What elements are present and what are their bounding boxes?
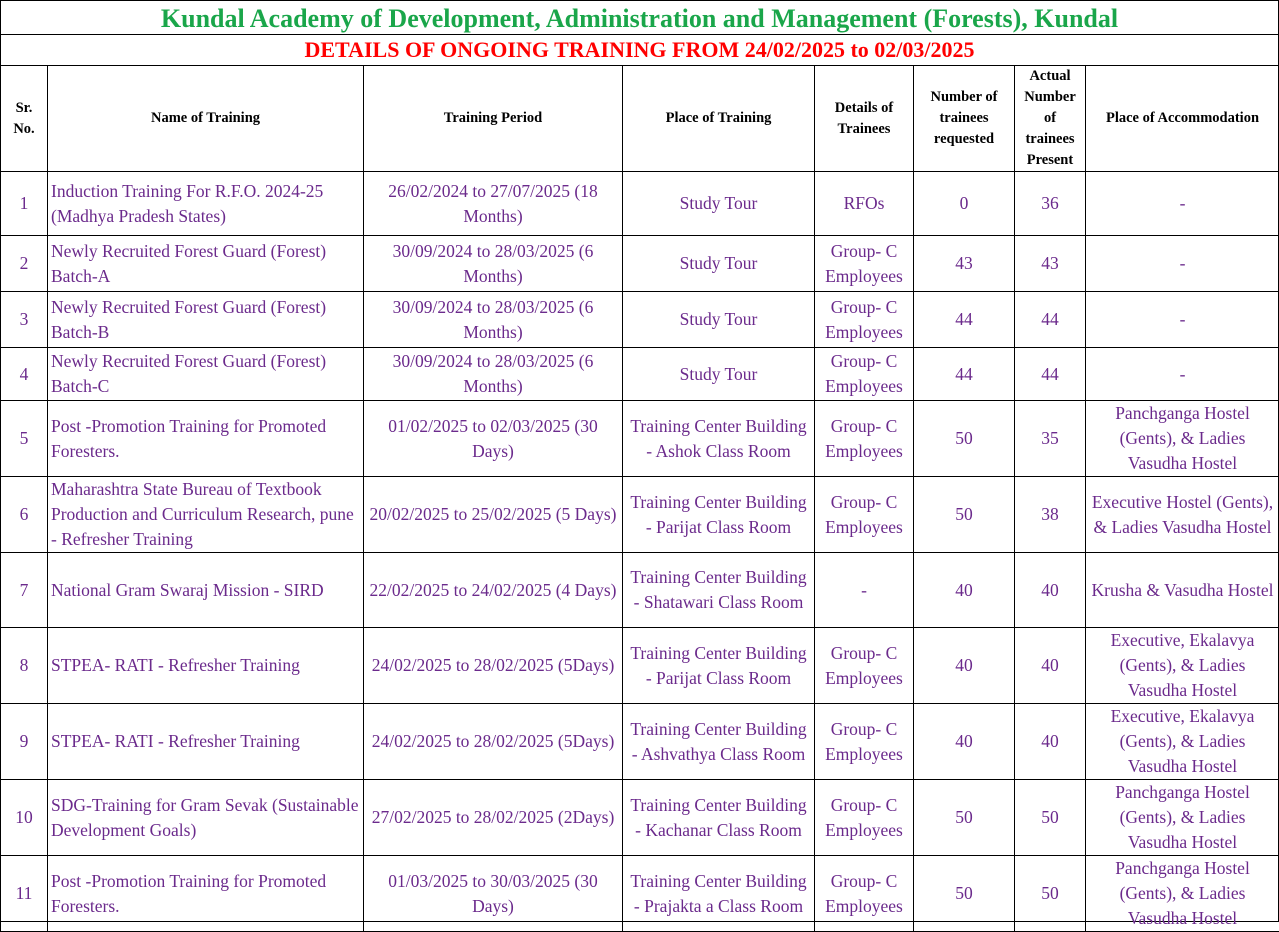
table-row [1, 553, 1279, 628]
cell-name: Post -Promotion Training for Promoted Foresters. [48, 856, 364, 932]
training-subtitle-row [0, 35, 1279, 65]
cell-place: Training Center Building - Ashvathya Class Room [623, 704, 815, 780]
cell-present: 40 [1015, 628, 1086, 704]
cell-present: 44 [1015, 292, 1086, 348]
cell-accommodation: Panchganga Hostel (Gents), & Ladies Vasudha Hostel [1086, 780, 1279, 856]
cell-present: 35 [1015, 401, 1086, 477]
cell-requested: 50 [914, 401, 1015, 477]
cell-present: 50 [1015, 856, 1086, 932]
cell-requested: 44 [914, 348, 1015, 401]
cell-details: Group- C Employees [815, 477, 914, 553]
cell-requested: 50 [914, 856, 1015, 932]
cell-accommodation: Panchganga Hostel (Gents), & Ladies Vasudha Hostel [1086, 856, 1279, 932]
cell-period: 01/03/2025 to 30/03/2025 (30 Days) [364, 856, 623, 932]
cell-present: 40 [1015, 553, 1086, 628]
cell-period: 30/09/2024 to 28/03/2025 (6 Months) [364, 292, 623, 348]
col-header-sr-no: Sr. No. [1, 66, 48, 172]
cell-sr: 10 [1, 780, 48, 856]
table-row [1, 401, 1279, 477]
cell-name: Newly Recruited Forest Guard (Forest) Batch-A [48, 236, 364, 292]
cell-period: 24/02/2025 to 28/02/2025 (5Days) [364, 704, 623, 780]
cell-details: Group- C Employees [815, 348, 914, 401]
training-table [0, 65, 1279, 932]
cell-accommodation: Krusha & Vasudha Hostel [1086, 553, 1279, 628]
cell-present: 44 [1015, 348, 1086, 401]
cell-name: Induction Training For R.F.O. 2024-25 (Madhya Pradesh States) [48, 172, 364, 236]
cell-accommodation: - [1086, 292, 1279, 348]
cell-name: STPEA- RATI - Refresher Training [48, 628, 364, 704]
cell-sr: 5 [1, 401, 48, 477]
cell-details: RFOs [815, 172, 914, 236]
cell-accommodation: - [1086, 236, 1279, 292]
cell-name: National Gram Swaraj Mission - SIRD [48, 553, 364, 628]
cell-requested: 43 [914, 236, 1015, 292]
cell-accommodation: - [1086, 172, 1279, 236]
cell-period: 22/02/2025 to 24/02/2025 (4 Days) [364, 553, 623, 628]
academy-title: Kundal Academy of Development, Administration and Management (Forests), Kundal [0, 0, 1279, 34]
col-header-accommodation: Place of Accommodation [1086, 66, 1279, 172]
table-row [1, 292, 1279, 348]
cell-name: Post -Promotion Training for Promoted Foresters. [48, 401, 364, 477]
cell-requested: 40 [914, 628, 1015, 704]
cell-name: Newly Recruited Forest Guard (Forest) Batch-C [48, 348, 364, 401]
cell-name: Newly Recruited Forest Guard (Forest) Batch-B [48, 292, 364, 348]
cell-place: Study Tour [623, 172, 815, 236]
col-header-requested: Number of trainees requested [914, 66, 1015, 172]
cell-requested: 0 [914, 172, 1015, 236]
cell-sr: 6 [1, 477, 48, 553]
cell-requested: 40 [914, 553, 1015, 628]
cell-present: 50 [1015, 780, 1086, 856]
cell-place: Study Tour [623, 236, 815, 292]
cell-accommodation: Executive, Ekalavya (Gents), & Ladies Vasudha Hostel [1086, 704, 1279, 780]
table-header-row [1, 66, 1279, 172]
cell-sr: 9 [1, 704, 48, 780]
col-header-period: Training Period [364, 66, 623, 172]
cell-details: Group- C Employees [815, 780, 914, 856]
col-header-place: Place of Training [623, 66, 815, 172]
cell-present: 36 [1015, 172, 1086, 236]
table-row [1, 704, 1279, 780]
cell-details: Group- C Employees [815, 401, 914, 477]
cell-period: 30/09/2024 to 28/03/2025 (6 Months) [364, 348, 623, 401]
cell-requested: 50 [914, 477, 1015, 553]
cell-period: 01/02/2025 to 02/03/2025 (30 Days) [364, 401, 623, 477]
cell-name: STPEA- RATI - Refresher Training [48, 704, 364, 780]
col-header-details: Details of Trainees [815, 66, 914, 172]
cell-accommodation: Panchganga Hostel (Gents), & Ladies Vasudha Hostel [1086, 401, 1279, 477]
cell-requested: 40 [914, 704, 1015, 780]
cell-place: Training Center Building - Parijat Class Room [623, 477, 815, 553]
cell-details: Group- C Employees [815, 856, 914, 932]
table-row [1, 856, 1279, 932]
col-header-present: Actual Number of trainees Present [1015, 66, 1086, 172]
cell-period: 20/02/2025 to 25/02/2025 (5 Days) [364, 477, 623, 553]
cell-details: - [815, 553, 914, 628]
cell-name: SDG-Training for Gram Sevak (Sustainable Development Goals) [48, 780, 364, 856]
cell-sr: 1 [1, 172, 48, 236]
cell-accommodation: Executive Hostel (Gents), & Ladies Vasudha Hostel [1086, 477, 1279, 553]
cell-present: 40 [1015, 704, 1086, 780]
table-row [1, 628, 1279, 704]
table-row [1, 477, 1279, 553]
cell-accommodation: - [1086, 348, 1279, 401]
cell-requested: 44 [914, 292, 1015, 348]
cell-place: Training Center Building - Prajakta a Class Room [623, 856, 815, 932]
cell-sr: 11 [1, 856, 48, 932]
table-row [1, 780, 1279, 856]
cell-sr: 7 [1, 553, 48, 628]
cell-requested: 50 [914, 780, 1015, 856]
cell-place: Training Center Building - Kachanar Class Room [623, 780, 815, 856]
cell-name: Maharashtra State Bureau of Textbook Production and Curriculum Research, pune - Refresher Training [48, 477, 364, 553]
cell-sr: 2 [1, 236, 48, 292]
cell-period: 26/02/2024 to 27/07/2025 (18 Months) [364, 172, 623, 236]
col-header-name: Name of Training [48, 66, 364, 172]
cell-present: 43 [1015, 236, 1086, 292]
cell-place: Training Center Building - Ashok Class Room [623, 401, 815, 477]
cell-sr: 4 [1, 348, 48, 401]
cell-details: Group- C Employees [815, 704, 914, 780]
cell-details: Group- C Employees [815, 628, 914, 704]
cell-sr: 3 [1, 292, 48, 348]
training-subtitle: DETAILS OF ONGOING TRAINING FROM 24/02/2025 to 02/03/2025 [0, 35, 1279, 63]
cell-details: Group- C Employees [815, 236, 914, 292]
table-row [1, 172, 1279, 236]
cell-period: 24/02/2025 to 28/02/2025 (5Days) [364, 628, 623, 704]
cell-place: Training Center Building - Shatawari Class Room [623, 553, 815, 628]
cell-present: 38 [1015, 477, 1086, 553]
cell-place: Study Tour [623, 348, 815, 401]
cell-period: 27/02/2025 to 28/02/2025 (2Days) [364, 780, 623, 856]
cell-accommodation: Executive, Ekalavya (Gents), & Ladies Vasudha Hostel [1086, 628, 1279, 704]
cell-sr: 8 [1, 628, 48, 704]
academy-title-row [0, 0, 1279, 35]
cell-place: Study Tour [623, 292, 815, 348]
cell-details: Group- C Employees [815, 292, 914, 348]
cell-period: 30/09/2024 to 28/03/2025 (6 Months) [364, 236, 623, 292]
cell-place: Training Center Building - Parijat Class Room [623, 628, 815, 704]
table-row [1, 236, 1279, 292]
table-row [1, 348, 1279, 401]
